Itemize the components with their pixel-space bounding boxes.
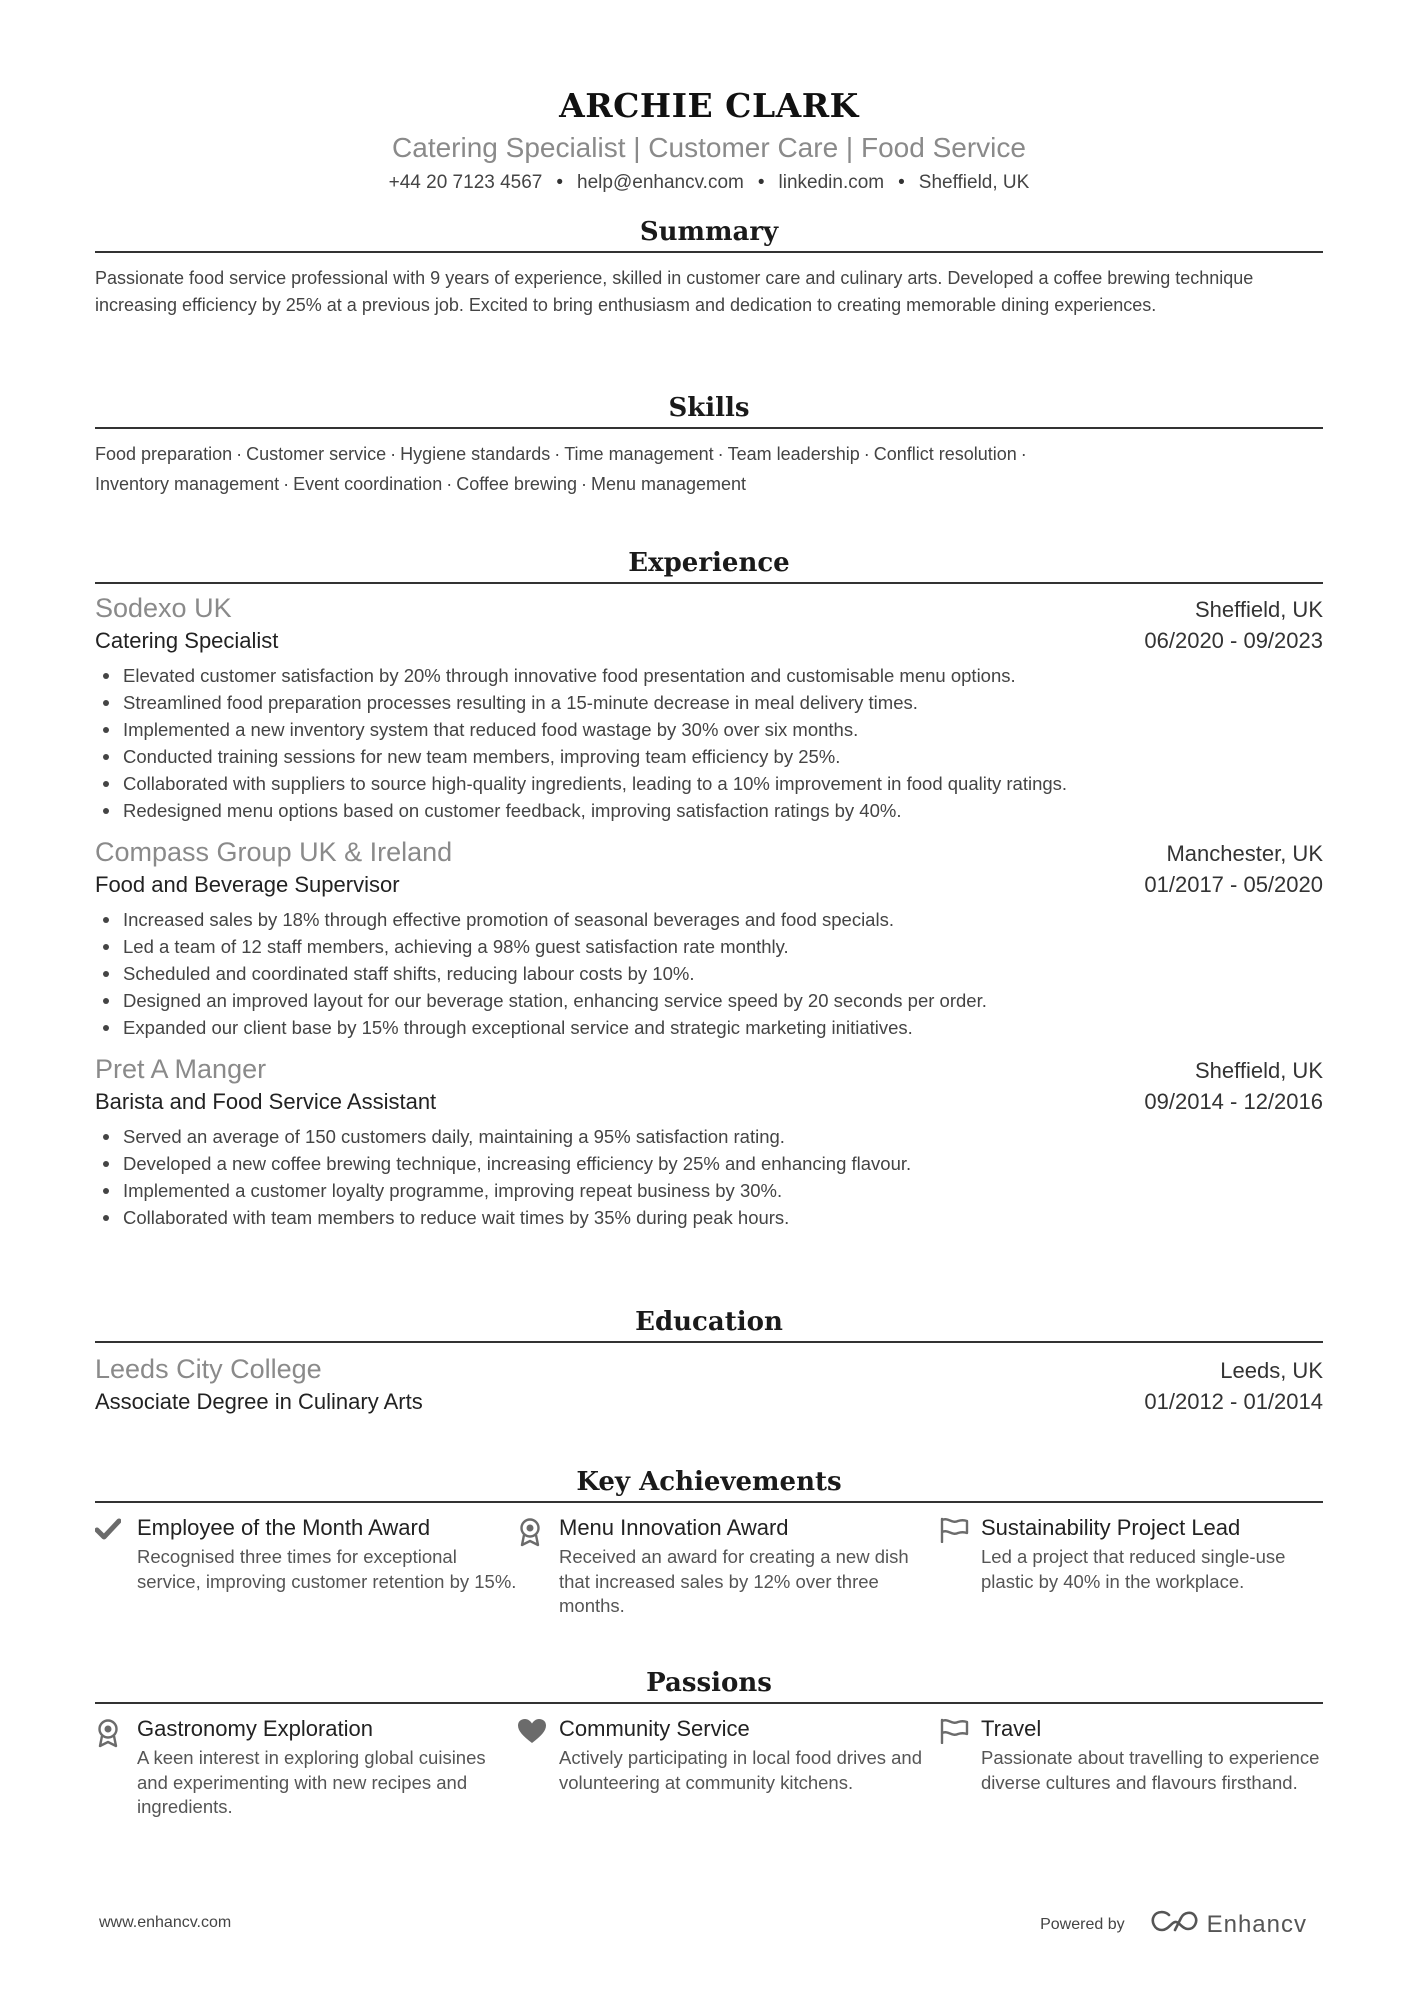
powered-by-label: Powered by (1040, 1915, 1125, 1933)
passion-desc: Actively participating in local food drives and volunteering at community kitchens. (559, 1747, 922, 1793)
achievement-item (95, 1513, 517, 1619)
page-footer (95, 1910, 1323, 1940)
summary-section (95, 215, 1323, 319)
experience-entry (95, 834, 1323, 1041)
education-entry (95, 1351, 1323, 1417)
experience-entry (95, 1051, 1323, 1231)
candidate-name: ARCHIE CLARK (559, 86, 859, 125)
job-location: Manchester, UK (1166, 841, 1323, 866)
passion-desc: A keen interest in exploring global cuisines and experimenting with new recipes and ingredients. (137, 1747, 486, 1817)
resume-page (95, 0, 1323, 1995)
skill-item: Hygiene standards (400, 444, 551, 464)
award-icon (95, 1714, 137, 1820)
experience-section (95, 546, 1323, 1231)
achievement-title: Sustainability Project Lead (981, 1515, 1241, 1540)
achievement-item (939, 1513, 1323, 1619)
section-title-passions: Passions (95, 1666, 1323, 1704)
job-bullet: Increased sales by 18% through effective promotion of seasonal beverages and food specials. (95, 906, 1323, 933)
contact-location: Sheffield, UK (918, 172, 1030, 193)
passion-item (517, 1714, 939, 1820)
education-location: Leeds, UK (1220, 1358, 1323, 1383)
job-dates: 01/2017 - 05/2020 (1144, 872, 1323, 897)
achievement-desc: Led a project that reduced single-use plastic by 40% in the workplace. (981, 1546, 1286, 1592)
contact-linkedin[interactable]: linkedin.com (778, 172, 885, 193)
job-bullet: Expanded our client base by 15% through exceptional service and strategic marketing initiatives. (95, 1014, 1323, 1041)
job-dates: 09/2014 - 12/2016 (1144, 1089, 1323, 1114)
job-location: Sheffield, UK (1194, 1058, 1323, 1083)
job-role: Food and Beverage Supervisor (95, 872, 400, 897)
job-company: Compass Group UK & Ireland (95, 837, 453, 867)
skill-item: Conflict resolution (873, 444, 1017, 464)
job-bullets (95, 906, 1323, 1041)
achievement-title: Menu Innovation Award (559, 1515, 789, 1540)
job-role: Catering Specialist (95, 628, 279, 653)
passions-grid (95, 1714, 1323, 1820)
separator-dot: • (556, 172, 564, 193)
section-title-summary: Summary (95, 215, 1323, 253)
contact-line (95, 170, 1323, 196)
job-bullet: Collaborated with suppliers to source high-quality ingredients, leading to a 10% improvement in food quality ratings. (95, 770, 1323, 797)
passion-desc: Passionate about travelling to experience diverse cultures and flavours firsthand. (981, 1747, 1320, 1793)
job-bullet: Designed an improved layout for our beverage station, enhancing service speed by 20 seconds per order. (95, 987, 1323, 1014)
education-section (95, 1305, 1323, 1417)
job-bullet: Collaborated with team members to reduce wait times by 35% during peak hours. (95, 1204, 1323, 1231)
achievement-item (517, 1513, 939, 1619)
job-bullet: Led a team of 12 staff members, achieving a 98% guest satisfaction rate monthly. (95, 933, 1323, 960)
passion-item (95, 1714, 517, 1820)
achievements-grid (95, 1513, 1323, 1619)
skill-item: Customer service (246, 444, 387, 464)
skill-item: Team leadership (727, 444, 860, 464)
check-icon (95, 1513, 137, 1619)
job-company: Pret A Manger (95, 1054, 267, 1084)
skill-item: Event coordination (293, 474, 443, 494)
passion-title: Community Service (559, 1716, 750, 1741)
candidate-tagline: Catering Specialist | Customer Care | Food Service (392, 132, 1026, 163)
summary-text: Passionate food service professional with 9 years of experience, skilled in customer care and culinary arts. Developed a coffee brewing technique increasing efficiency by 25% at a previous job. Excited to bring enthusiasm and dedication to creating memorable dining experiences. (95, 268, 1254, 315)
flag-icon (939, 1714, 981, 1820)
job-bullet: Elevated customer satisfaction by 20% through innovative food presentation and customisable menu options. (95, 662, 1323, 689)
job-bullet: Implemented a new inventory system that reduced food wastage by 30% over six months. (95, 716, 1323, 743)
job-bullet: Redesigned menu options based on customer feedback, improving satisfaction ratings by 40%. (95, 797, 1323, 824)
contact-email[interactable]: help@enhancv.com (577, 172, 744, 193)
footer-branding (1040, 1910, 1307, 1939)
resume-header (95, 0, 1323, 196)
achievement-desc: Recognised three times for exceptional service, improving customer retention by 15%. (137, 1546, 517, 1592)
job-bullets (95, 662, 1323, 824)
education-dates: 01/2012 - 01/2014 (1144, 1389, 1323, 1414)
education-school: Leeds City College (95, 1354, 322, 1384)
job-bullet: Developed a new coffee brewing technique, increasing efficiency by 25% and enhancing flavour. (95, 1150, 1323, 1177)
job-bullet: Streamlined food preparation processes resulting in a 15-minute decrease in meal delivery times. (95, 689, 1323, 716)
heart-icon (517, 1714, 559, 1820)
separator-dot: • (898, 172, 905, 193)
separator-dot: • (757, 172, 765, 193)
section-title-education: Education (95, 1305, 1323, 1343)
passion-title: Travel (981, 1716, 1042, 1741)
job-company: Sodexo UK (95, 593, 232, 623)
job-location: Sheffield, UK (1194, 597, 1323, 622)
achievements-section (95, 1465, 1323, 1619)
passions-section (95, 1666, 1323, 1820)
skill-item: Inventory management (95, 474, 280, 494)
job-role: Barista and Food Service Assistant (95, 1089, 437, 1114)
job-dates: 06/2020 - 09/2023 (1144, 628, 1323, 653)
contact-phone[interactable]: +44 20 7123 4567 (388, 172, 543, 193)
skill-item: Food preparation (95, 444, 233, 464)
experience-entry (95, 590, 1323, 824)
footer-website-link[interactable]: www.enhancv.com (99, 1914, 232, 1931)
job-bullet: Served an average of 150 customers daily, maintaining a 95% satisfaction rating. (95, 1123, 1323, 1150)
achievement-desc: Received an award for creating a new dish that increased sales by 12% over three months. (559, 1546, 909, 1616)
skill-item: Menu management (590, 474, 747, 494)
job-bullets (95, 1123, 1323, 1231)
achievement-title: Employee of the Month Award (137, 1515, 431, 1540)
passion-item (939, 1714, 1323, 1820)
enhancv-logo-icon (1151, 1910, 1199, 1939)
job-bullet: Conducted training sessions for new team members, improving team efficiency by 25%. (95, 743, 1323, 770)
section-title-experience: Experience (95, 546, 1323, 584)
flag-icon (939, 1513, 981, 1619)
section-title-achievements: Key Achievements (95, 1465, 1323, 1503)
job-bullet: Scheduled and coordinated staff shifts, reducing labour costs by 10%. (95, 960, 1323, 987)
award-icon (517, 1513, 559, 1619)
skill-item: Time management (564, 444, 714, 464)
passion-title: Gastronomy Exploration (137, 1716, 373, 1741)
skills-list: Food preparation · Customer service · Hygiene standards · Time management · Team leadership · Conflict resolution · Inventory management · Event coordination · Coffee brewing · Menu management (95, 444, 1027, 494)
education-degree: Associate Degree in Culinary Arts (95, 1389, 423, 1414)
enhancv-brand-name[interactable]: Enhancv (1206, 1910, 1307, 1938)
job-bullet: Implemented a customer loyalty programme, improving repeat business by 30%. (95, 1177, 1323, 1204)
section-title-skills: Skills (95, 391, 1323, 429)
skill-item: Coffee brewing (456, 474, 577, 494)
skills-section (95, 391, 1323, 499)
